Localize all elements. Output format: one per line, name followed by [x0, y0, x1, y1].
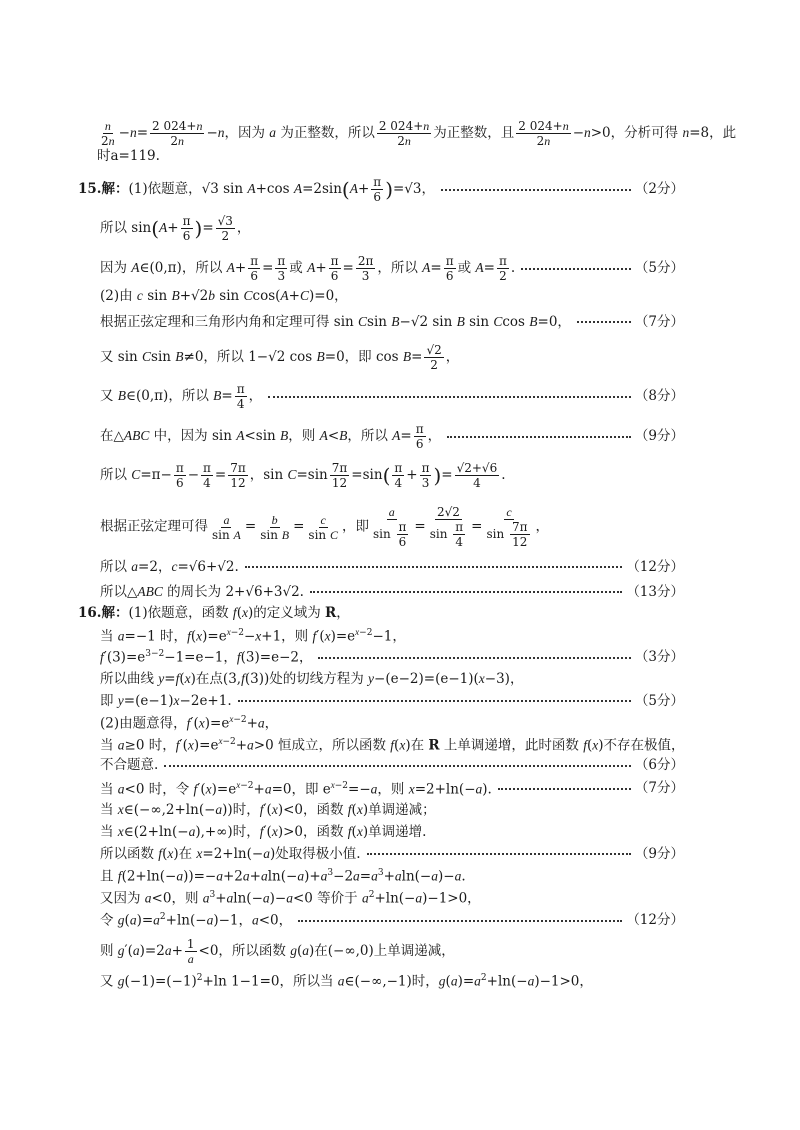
dot-leader — [310, 591, 622, 593]
line-text: 时a=119. — [97, 148, 160, 164]
line-28-body: 又因为 a<0，则 $a^3+aln(-a)-a<0$ 等价于 $a^2+\ln(-a)-1>0$， — [100, 890, 481, 907]
line-01-body: $\frac{n}{2n}$ −n= $\frac{2 024+n}{2n}$ −n，因为 a 为正整数，所以 $\frac{2 024+n}{2n}$ 为正整数，且 $\frac{2 024+n}{2n}$ −n>0，分析可得 n=8，此 — [101, 119, 737, 148]
score-label: （9分） — [634, 845, 684, 862]
line-12-body: 根据正弦定理可得 $\frac{a}{\text{sin A}}$ = $\frac{b}{\text{sin B}}$ = $\frac{c}{\text{sin C}}$ ，即 a sin $\frac{\pi}{6}$ = 2√2 sin $\frac{\pi}{4}$ = c sin $\frac{7\pi}{12}$ ， — [100, 505, 550, 549]
line-16-body: 当 a=−1 时，$f(x)=e^{x-2}-x+1$，则 $f'(x)=e^{x-2}-1$， — [100, 627, 406, 645]
dot-leader — [577, 321, 631, 323]
line-30 — [0, 938, 800, 965]
score-label: （7分） — [634, 780, 684, 797]
line-15 — [0, 606, 800, 621]
line-18-body: 所以曲线 y=f(x)在点(3,f(3))处的切线方程为 y−(e−2)=(e−1)(x−3)， — [100, 671, 524, 687]
line-12 — [0, 506, 800, 548]
dot-leader — [441, 189, 631, 191]
line-23 — [0, 781, 800, 797]
line-06 — [0, 289, 800, 304]
score-label: （6分） — [634, 757, 684, 773]
line-23-body: 当 a<0 时，令 $f'(x)=e^{x-2}+a=0$，即 $e^{x-2}=-a$，则 x=2+ln(−a). — [100, 780, 492, 798]
score-label: （12分） — [626, 911, 684, 928]
score-label: （8分） — [634, 387, 684, 404]
line-10 — [0, 423, 800, 450]
line-08 — [0, 344, 800, 371]
line-20-body: (2)由题意得，$f'(x)=e^{x-2}+a$， — [100, 714, 279, 732]
score-label: （3分） — [634, 648, 684, 665]
line-28 — [0, 891, 800, 906]
line-19 — [0, 694, 800, 709]
line-11 — [0, 462, 800, 489]
dot-leader — [298, 920, 622, 922]
dot-leader — [447, 436, 631, 438]
line-26 — [0, 847, 800, 862]
line-10-body: 在△ABC 中，因为 sin A<sin B，则 A<B，所以 A= $\frac{\pi}{6}$ ， — [100, 422, 442, 451]
dot-leader — [498, 788, 631, 790]
line-14 — [0, 585, 800, 600]
line-13-body: 所以 a=2，c=√6+√2. — [100, 559, 239, 575]
line-11-body: 所以 C=π− $\frac{\pi}{6}$ − $\frac{\pi}{4}$ = $\frac{7\pi}{12}$ ，sin C=sin $\frac{7\pi}{12}$ =sin( $\frac{\pi}{4}$ + $\frac{\pi}{3}$ )= $\frac{√2+√6}{4}$ . — [100, 461, 506, 490]
line-24-body: 当 x∈(−∞,2+ln(−a))时，f′(x)<0，函数 f(x)单调递减； — [100, 802, 436, 818]
line-25 — [0, 825, 800, 840]
line-19-body: 即 y=(e−1)x−2e+1. — [100, 693, 232, 709]
line-17 — [0, 650, 800, 665]
line-09 — [0, 383, 800, 410]
line-06-body: (2)由 c sin B+√2b sin Ccos(A+C)=0， — [100, 288, 348, 304]
line-09-body: 又 B∈(0,π)，所以 B= $\frac{\pi}{4}$ ， — [100, 382, 263, 411]
question-number: 15. — [78, 180, 102, 197]
line-25-body: 当 x∈(2+ln(−a),+∞)时，f′(x)>0，函数 f(x)单调递增. — [100, 824, 427, 840]
line-16 — [0, 628, 800, 644]
dot-leader — [238, 700, 631, 702]
line-20 — [0, 715, 800, 731]
line-21 — [0, 737, 800, 753]
line-17-body: $f'(3)=e^{3-2}-1=e-1$，f(3)=e−2， — [100, 649, 313, 666]
line-21-body: 当 a≥0 时，$f'(x)=e^{x-2}+a>0$ 恒成立，所以函数 f(x)在 R 上单调递增，此时函数 f(x)不存在极值， — [100, 736, 685, 754]
line-07 — [0, 315, 800, 330]
line-30-body: 则 g′(a)=2a+ $\frac{1}{a}$ <0，所以函数 g(a)在(−∞,0)上单调递减， — [100, 937, 455, 966]
score-label: （5分） — [634, 692, 684, 709]
question-number: 16. — [78, 604, 102, 621]
line-text: 不合题意. — [100, 757, 159, 773]
line-04 — [0, 215, 800, 242]
dot-leader — [164, 765, 631, 767]
line-15-body: 解：(1)依题意，函数 f(x)的定义域为 R， — [101, 605, 350, 621]
line-05-body: 因为 A∈(0,π)，所以 A+ $\frac{\pi}{6}$ = $\frac{\pi}{3}$ 或 A+ $\frac{\pi}{6}$ = $\frac{2\pi}{3}$ ，所以 A= $\frac{\pi}{6}$ 或 A= $\frac{\pi}{2}$ . — [100, 254, 516, 283]
score-label: （12分） — [626, 558, 684, 575]
line-31 — [0, 974, 800, 989]
line-24 — [0, 803, 800, 818]
score-label: （9分） — [634, 427, 684, 444]
line-02 — [0, 150, 800, 164]
line-27 — [0, 869, 800, 884]
line-27-body: 且 $f(2+\ln(-a))=-a+2a+aln(-a)+a^3-2a=a^3+aln(-a)-a$. — [100, 868, 466, 885]
line-05 — [0, 255, 800, 282]
line-13 — [0, 560, 800, 575]
score-label: （13分） — [626, 583, 684, 600]
line-22 — [0, 759, 800, 773]
line-14-body: 所以△ABC 的周长为 2+√6+3√2. — [100, 584, 304, 600]
line-01 — [0, 120, 800, 147]
line-29 — [0, 913, 800, 928]
score-label: （7分） — [634, 313, 684, 330]
line-29-body: 令 $g(a)=a^2+\ln(-a)-1$，a<0， — [100, 912, 293, 929]
dot-leader — [318, 657, 630, 659]
line-18 — [0, 672, 800, 687]
dot-leader — [245, 566, 623, 568]
line-08-body: 又 sin Csin B≠0，所以 1−√2 cos B=0，即 cos B= $\frac{√2}{2}$ ， — [100, 343, 460, 372]
line-04-body: 所以 sin(A+ $\frac{\pi}{6}$ )= $\frac{√3}{2}$ ， — [100, 214, 251, 243]
dot-leader — [367, 853, 631, 855]
line-31-body: 又 $g(-1)=(-1)^2+\ln$ 1−1=0，所以当 a∈(−∞,−1)时，$g(a)=a^2+\ln(-a)-1>0$， — [100, 973, 593, 990]
line-07-body: 根据正弦定理和三角形内角和定理可得 sin Csin B−√2 sin B sin Ccos B=0， — [100, 314, 571, 330]
dot-leader — [268, 396, 631, 398]
line-03 — [0, 176, 800, 203]
score-label: （2分） — [634, 180, 684, 197]
line-26-body: 所以函数 f(x)在 x=2+ln(−a)处取得极小值. — [100, 846, 361, 862]
score-label: （5分） — [634, 259, 684, 276]
line-03-body: 解：(1)依题意，√3 sin A+cos A=2sin(A+ $\frac{\pi}{6}$ )=√3， — [101, 175, 436, 204]
dot-leader — [521, 268, 631, 270]
